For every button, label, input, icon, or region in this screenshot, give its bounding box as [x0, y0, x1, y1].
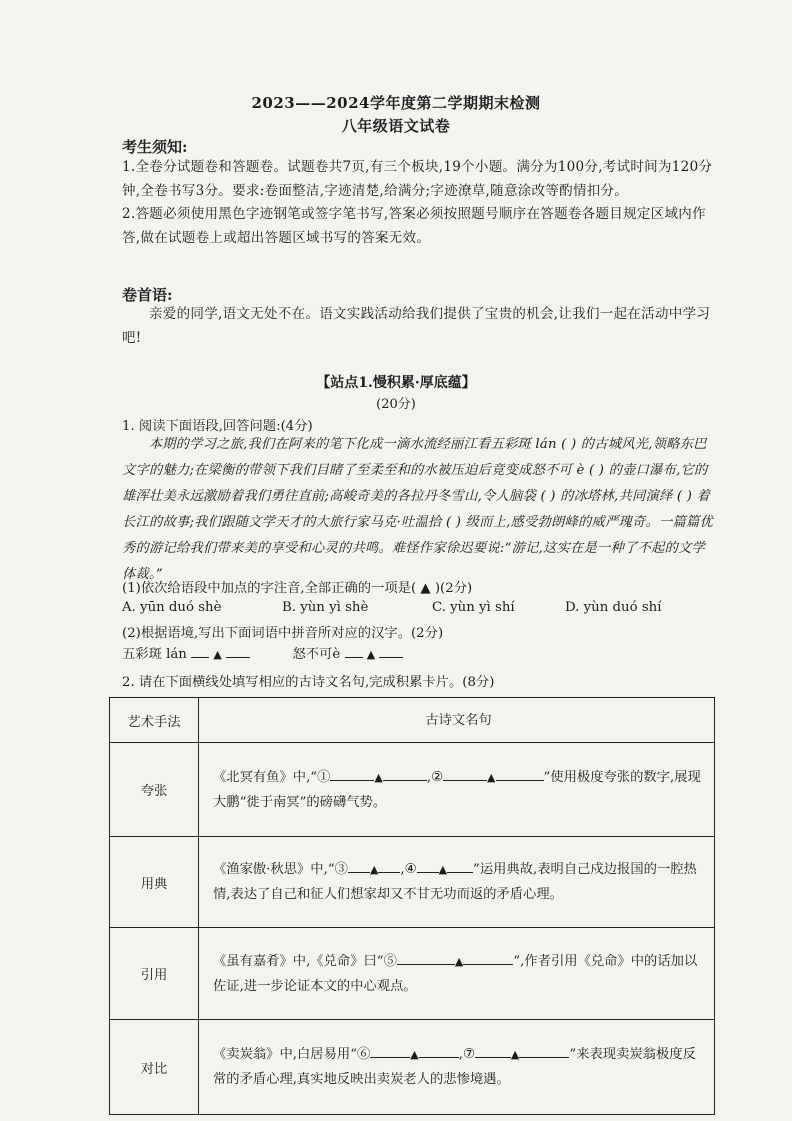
blank-5-right[interactable] [463, 951, 513, 965]
blank-4-right[interactable] [447, 859, 473, 873]
quote-text: ,⑦ [458, 1047, 475, 1062]
word2-prefix: 怒不可è [292, 647, 341, 662]
blank-4-left[interactable] [417, 859, 439, 873]
answer-triangle-icon: ▲ [510, 1048, 520, 1061]
quote-text: ”运用典故,表明自己戍边报国的一腔热情,表达了自己和征人们想家却又不甘无功而返的矛盾心理。 [213, 862, 697, 902]
answer-triangle-icon: ▲ [369, 863, 379, 876]
q1-passage-text: 本期的学习之旅,我们在阿来的笔下化成一滴水流经丽江看五彩斑 lán ( ) 的古城风光,领略东巴文字的魅力;在梁衡的带领下我们目睹了至柔至和的水被压迫后竟变成怒不可 è ( ) 的壶口瀑布,它的雄浑壮美永远激励着我们勇往直前;高峻奇美的各拉丹冬雪山,令人脑袋 ( ) 的冰塔林,共同演绎 ( ) 着长江的故事;我们跟随文学天才的大旅行家马克·吐温拾 ( ) 级而上,感受勃朗峰的威严瑰奇。一篇篇优秀的游记给我们带来美的享受和心灵的共鸣。难怪作家徐迟要说:“游记,这实在是一种了不起的文学体裁。” [122, 437, 713, 582]
answer-triangle-icon: ▲ [454, 954, 464, 968]
quote-text: ”来表现卖炭翁极度反常的矛盾心理,真实地反映出卖炭老人的悲惨境遇。 [213, 1047, 696, 1087]
answer-triangle-icon: ▲ [366, 648, 376, 661]
notice-body [122, 156, 717, 250]
word2-blank-left[interactable] [345, 644, 363, 658]
notice-item-2: 2.答题必须使用黑色字迹钢笔或签字笔书写,答案必须按照题号顺序在答题卷各题目规定区域内作答,做在试题卷上或超出答题区域书写的答案无效。 [122, 206, 706, 246]
answer-triangle-icon: ▲ [374, 770, 383, 784]
header-technique: 艺术手法 [110, 698, 199, 743]
blank-1-right[interactable] [383, 767, 427, 781]
quote-text: 《北冥有鱼》中,“① [213, 769, 331, 785]
blank-7-left[interactable] [475, 1044, 511, 1058]
q1-sub2-answers [122, 643, 403, 662]
blank-3-right[interactable] [378, 859, 400, 873]
notice-item-1: 1.全卷分试题卷和答题卷。试题卷共7页,有三个板块,19个小题。满分为100分,考试时间为120分钟,全卷书写3分。要求:卷面整洁,字迹清楚,给满分;字迹潦草,随意涂改等酌情扣分。 [122, 159, 713, 199]
notice-heading: 考生须知: [122, 138, 188, 156]
q2-stem: 2. 请在下面横线处填写相应的古诗文名句,完成积累卡片。(8分) [122, 675, 495, 690]
q1-passage [122, 432, 714, 588]
quote-text: ”使用极度夸张的数字,展现大鹏“徙于南冥”的磅礴气势。 [213, 769, 701, 810]
option-a[interactable]: A. yūn duó shè [122, 600, 222, 615]
table-row [110, 837, 715, 928]
q1-sub2: (2)根据语境,写出下面词语中拼音所对应的汉字。(2分) [122, 626, 444, 641]
option-b[interactable]: B. yùn yì shè [282, 600, 369, 615]
table-row [110, 743, 715, 837]
accumulation-card-table [109, 697, 715, 1115]
blank-6-left[interactable] [370, 1044, 410, 1058]
quote-text: ,④ [400, 862, 417, 877]
answer-triangle-icon: ▲ [438, 863, 448, 876]
q1-options [122, 600, 714, 615]
foreword-body [122, 303, 717, 350]
quote-cell [199, 1020, 715, 1115]
station1-title: 【站点1.慢积累·厚底蕴】 [316, 375, 476, 391]
quote-text: ”,作者引用《兑命》中的话加以佐证,进一步论证本文的中心观点。 [213, 953, 698, 994]
quote-cell [199, 837, 715, 928]
foreword-heading: 卷首语: [122, 286, 173, 304]
answer-triangle-icon: ▲ [213, 648, 222, 661]
table-row [110, 928, 715, 1020]
station1-score: (20分) [376, 397, 416, 412]
quote-text: 《虽有嘉肴》中,《兑命》曰“⑤ [213, 953, 397, 969]
technique-cell: 对比 [110, 1020, 199, 1115]
quote-text: 《渔家傲·秋思》中,“③ [213, 862, 348, 877]
header-quote: 古诗文名句 [199, 698, 715, 743]
word2-blank-right[interactable] [379, 644, 403, 658]
technique-cell: 夸张 [110, 743, 199, 837]
technique-cell: 引用 [110, 928, 199, 1020]
quote-cell [199, 743, 715, 837]
q1-stem: 1. 阅读下面语段,回答问题:(4分) [122, 419, 313, 434]
answer-triangle-icon: ▲ [410, 1048, 419, 1061]
technique-cell: 用典 [110, 837, 199, 928]
option-d[interactable]: D. yùn duó shí [565, 600, 662, 615]
quote-text: 《卖炭翁》中,白居易用“⑥ [213, 1047, 371, 1062]
quote-text: ,② [426, 769, 444, 785]
foreword-text: 亲爱的同学,语文无处不在。语文实践活动给我们提供了宝贵的机会,让我们一起在活动中学习吧! [122, 306, 711, 346]
blank-2-left[interactable] [443, 767, 487, 781]
blank-3-left[interactable] [348, 859, 370, 873]
table-row [110, 1020, 715, 1115]
blank-7-right[interactable] [519, 1044, 569, 1058]
word1-blank-left[interactable] [191, 644, 209, 658]
blank-1-left[interactable] [330, 767, 374, 781]
word1-prefix: 五彩斑 lán [122, 647, 187, 662]
answer-triangle-icon: ▲ [487, 770, 496, 784]
exam-title-line2: 八年级语文试卷 [341, 117, 451, 135]
blank-2-right[interactable] [496, 767, 544, 781]
table-header-row [110, 698, 715, 743]
blank-6-right[interactable] [419, 1044, 459, 1058]
quote-cell [199, 928, 715, 1020]
word1-blank-right[interactable] [226, 644, 250, 658]
option-c[interactable]: C. yùn yì shí [432, 600, 515, 615]
q1-sub1: (1)依次给语段中加点的字注音,全部正确的一项是( ▲ )(2分) [122, 581, 473, 596]
blank-5-left[interactable] [397, 951, 455, 965]
exam-title-line1: 2023——2024学年度第二学期期末检测 [251, 94, 541, 112]
